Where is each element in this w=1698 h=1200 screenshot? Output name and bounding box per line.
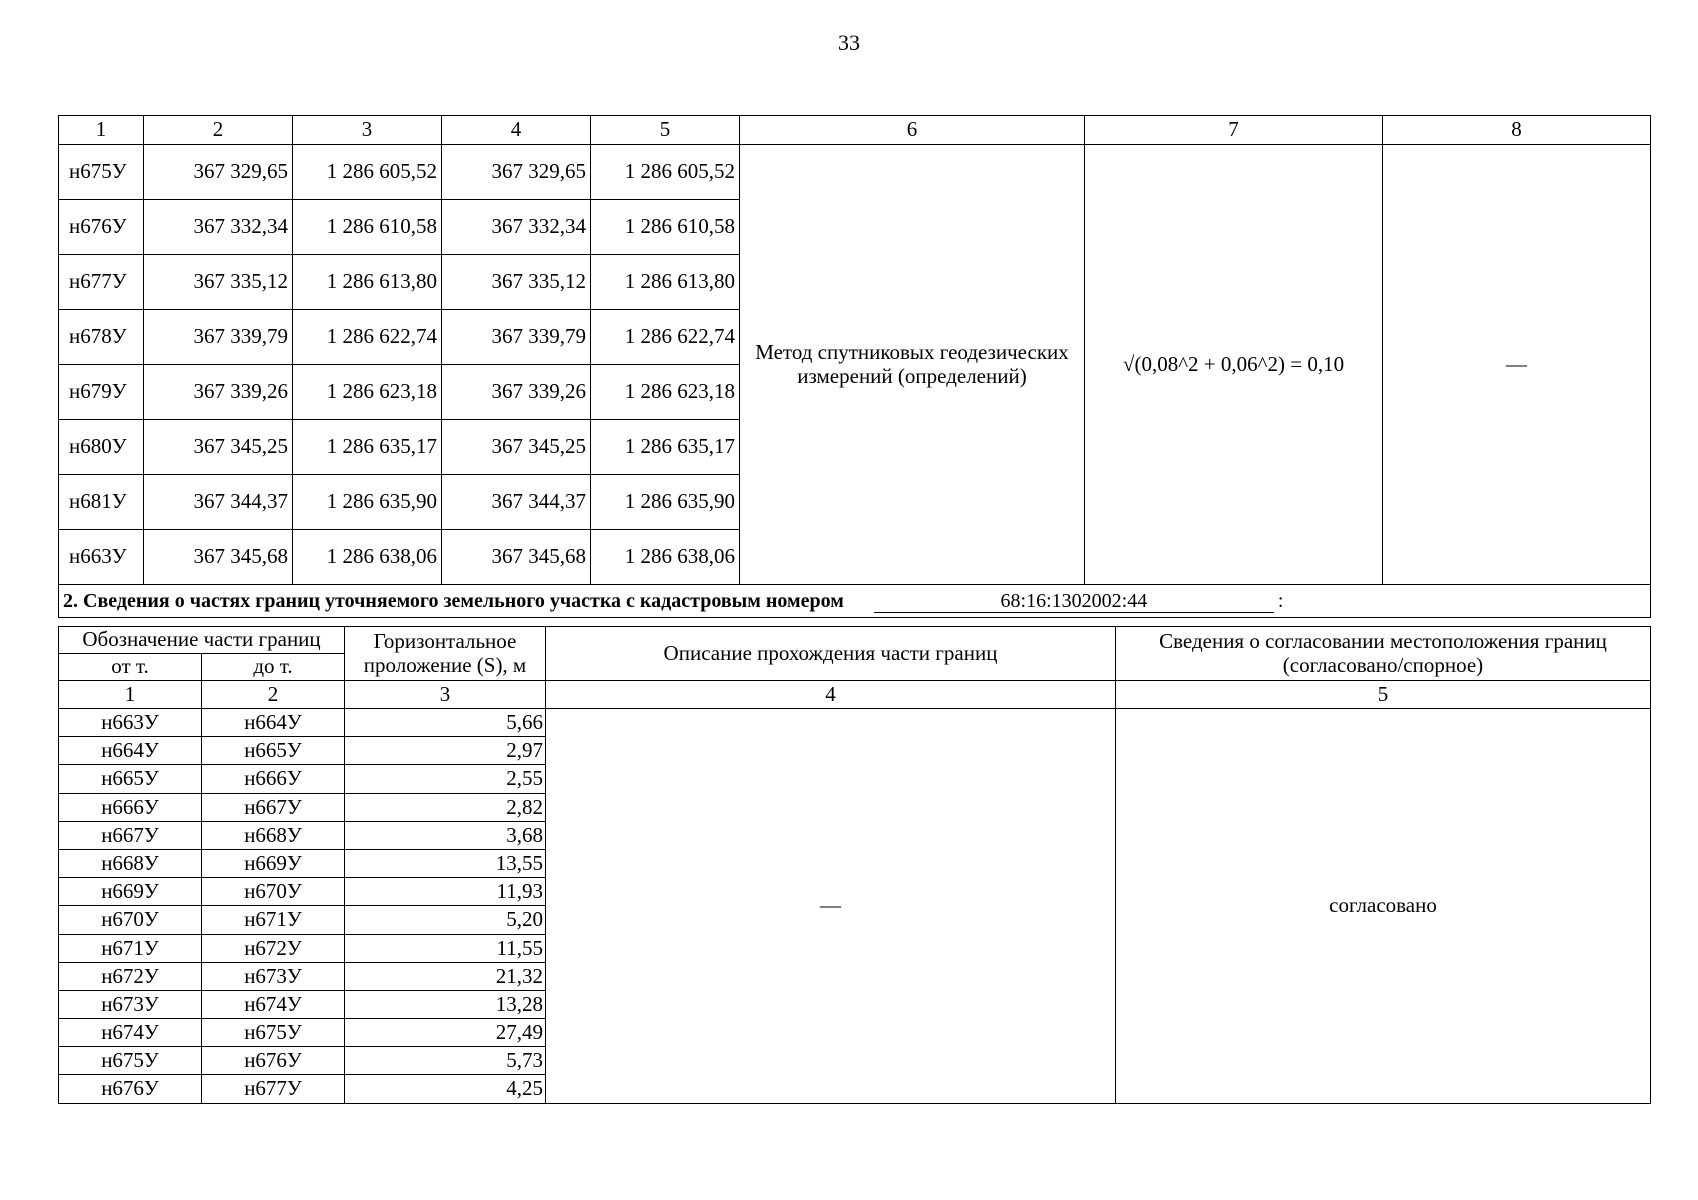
table-cell: 1 286 635,90 [591, 475, 740, 530]
to-point-cell: н673У [202, 962, 345, 990]
from-point-cell: н668У [59, 849, 202, 877]
column-number: 5 [591, 116, 740, 145]
length-cell: 21,32 [345, 962, 546, 990]
length-cell: 27,49 [345, 1019, 546, 1047]
table-cell: 367 344,37 [442, 475, 591, 530]
column-number: 8 [1383, 116, 1651, 145]
column-number: 1 [59, 116, 144, 145]
from-point-cell: н665У [59, 765, 202, 793]
from-point-cell: н671У [59, 934, 202, 962]
table-cell: 367 339,26 [144, 365, 293, 420]
col8-cell: — [1383, 145, 1651, 585]
table-cell: 1 286 638,06 [591, 530, 740, 585]
accuracy-cell: √(0,08^2 + 0,06^2) = 0,10 [1085, 145, 1383, 585]
table-cell: 367 344,37 [144, 475, 293, 530]
method-cell: Метод спутниковых геодезических измерений (определений) [740, 145, 1085, 585]
table-cell: 1 286 613,80 [591, 255, 740, 310]
column-number: 3 [293, 116, 442, 145]
cadastral-number: 68:16:1302002:44 [874, 590, 1274, 613]
table-cell: 1 286 613,80 [293, 255, 442, 310]
header-from-point: от т. [59, 654, 202, 681]
table-cell: н679У [59, 365, 144, 420]
length-cell: 5,20 [345, 906, 546, 934]
column-number: 4 [546, 681, 1116, 709]
from-point-cell: н673У [59, 990, 202, 1018]
to-point-cell: н674У [202, 990, 345, 1018]
header-boundary-designation: Обозначение части границ [59, 627, 345, 654]
to-point-cell: н667У [202, 793, 345, 821]
table-cell: 1 286 622,74 [591, 310, 740, 365]
length-cell: 2,82 [345, 793, 546, 821]
table-cell: 367 345,68 [442, 530, 591, 585]
length-cell: 2,55 [345, 765, 546, 793]
header-agreement: Сведения о согласовании местоположения границ (согласовано/спорное) [1116, 627, 1651, 681]
table-cell: 1 286 610,58 [591, 200, 740, 255]
table-cell: 367 339,79 [442, 310, 591, 365]
from-point-cell: н674У [59, 1019, 202, 1047]
length-cell: 13,55 [345, 849, 546, 877]
table-cell: 1 286 622,74 [293, 310, 442, 365]
column-number: 2 [202, 681, 345, 709]
table-cell: 1 286 635,17 [591, 420, 740, 475]
to-point-cell: н677У [202, 1075, 345, 1103]
column-number: 2 [144, 116, 293, 145]
to-point-cell: н672У [202, 934, 345, 962]
table-cell: 367 329,65 [144, 145, 293, 200]
table-cell: 367 345,25 [442, 420, 591, 475]
header-to-point: до т. [202, 654, 345, 681]
column-number: 4 [442, 116, 591, 145]
boundary-parts-table [58, 626, 1651, 1104]
column-number: 7 [1085, 116, 1383, 145]
table-cell: 1 286 623,18 [293, 365, 442, 420]
table-cell: 1 286 635,17 [293, 420, 442, 475]
length-cell: 4,25 [345, 1075, 546, 1103]
table-cell: 367 335,12 [442, 255, 591, 310]
page-number: 33 [838, 30, 860, 55]
from-point-cell: н667У [59, 821, 202, 849]
table-row [59, 145, 1651, 200]
length-cell: 11,55 [345, 934, 546, 962]
column-number: 6 [740, 116, 1085, 145]
table-cell: н676У [59, 200, 144, 255]
to-point-cell: н665У [202, 737, 345, 765]
length-cell: 5,66 [345, 709, 546, 737]
header-horizontal-length: Горизонтальное проложение (S), м [345, 627, 546, 681]
table-cell: 367 332,34 [442, 200, 591, 255]
table-cell: н675У [59, 145, 144, 200]
from-point-cell: н669У [59, 878, 202, 906]
to-point-cell: н676У [202, 1047, 345, 1075]
to-point-cell: н664У [202, 709, 345, 737]
to-point-cell: н671У [202, 906, 345, 934]
header-description: Описание прохождения части границ [546, 627, 1116, 681]
length-cell: 3,68 [345, 821, 546, 849]
table-cell: н680У [59, 420, 144, 475]
description-cell: — [546, 709, 1116, 1104]
from-point-cell: н664У [59, 737, 202, 765]
length-cell: 11,93 [345, 878, 546, 906]
to-point-cell: н668У [202, 821, 345, 849]
table-cell: 1 286 635,90 [293, 475, 442, 530]
column-number: 3 [345, 681, 546, 709]
table-cell: 1 286 638,06 [293, 530, 442, 585]
table-cell: 367 339,79 [144, 310, 293, 365]
to-point-cell: н670У [202, 878, 345, 906]
section-2-title [59, 585, 1651, 618]
table-row [59, 709, 1651, 737]
to-point-cell: н669У [202, 849, 345, 877]
section-title-text: 2. Сведения о частях границ уточняемого земельного участка с кадастровым номером [63, 589, 844, 612]
from-point-cell: н672У [59, 962, 202, 990]
table-cell: 367 332,34 [144, 200, 293, 255]
table-cell: 367 345,68 [144, 530, 293, 585]
table-cell: н681У [59, 475, 144, 530]
from-point-cell: н670У [59, 906, 202, 934]
length-cell: 13,28 [345, 990, 546, 1018]
from-point-cell: н676У [59, 1075, 202, 1103]
coordinates-table [58, 115, 1651, 618]
table-cell: 367 335,12 [144, 255, 293, 310]
section-colon: : [1277, 589, 1284, 612]
from-point-cell: н675У [59, 1047, 202, 1075]
from-point-cell: н666У [59, 793, 202, 821]
table-cell: 1 286 610,58 [293, 200, 442, 255]
column-number: 5 [1116, 681, 1651, 709]
table-cell: 1 286 605,52 [293, 145, 442, 200]
table-cell: 367 345,25 [144, 420, 293, 475]
table-cell: 367 329,65 [442, 145, 591, 200]
column-number: 1 [59, 681, 202, 709]
from-point-cell: н663У [59, 709, 202, 737]
to-point-cell: н675У [202, 1019, 345, 1047]
table-cell: н678У [59, 310, 144, 365]
table-cell: 367 339,26 [442, 365, 591, 420]
table-cell: 1 286 605,52 [591, 145, 740, 200]
agreement-cell: согласовано [1116, 709, 1651, 1104]
length-cell: 5,73 [345, 1047, 546, 1075]
length-cell: 2,97 [345, 737, 546, 765]
table-cell: 1 286 623,18 [591, 365, 740, 420]
to-point-cell: н666У [202, 765, 345, 793]
table-cell: н677У [59, 255, 144, 310]
table-cell: н663У [59, 530, 144, 585]
